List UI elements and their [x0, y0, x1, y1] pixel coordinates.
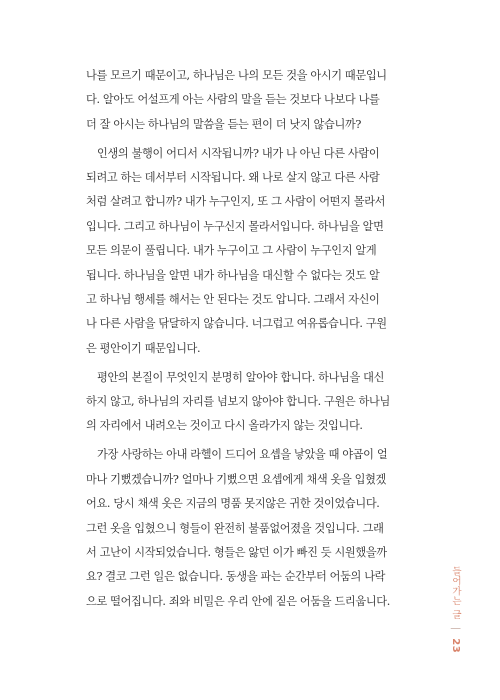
text-line: 그런 옷을 입혔으니 형들이 완전히 불품없어졌을 것입니다. 그래 — [86, 521, 384, 535]
text-line: 모든 의문이 풀립니다. 내가 누구이고 그 사람이 누구인지 알게 — [86, 244, 377, 258]
text-line: 입니다. 그리고 하나님이 누구신지 몰라서입니다. 하나님을 알면 — [86, 219, 384, 233]
text-line: 은 평안이기 때문입니다. — [86, 341, 201, 355]
text-line: 고 하나님 행세를 해서는 안 된다는 것도 압니다. 그래서 자신이 — [86, 293, 380, 307]
running-head-separator: | — [450, 627, 461, 631]
text-line: 의 자리에서 내려오는 것이고 다시 올라가지 않는 것입니다. — [86, 419, 363, 433]
text-line: 인생의 불행이 어디서 시작됩니까? 내가 나 아닌 다른 사람이 — [97, 146, 380, 160]
text-line: 하지 않고, 하나님의 자리를 넘보지 않아야 합니다. 구원은 하나님 — [86, 395, 390, 409]
text-line: 마나 기뻤겠습니까? 얼마나 기뻤으면 요셉에게 채색 옷을 입혔겠 — [86, 472, 386, 486]
text-line: 되려고 하는 데서부터 시작됩니다. 왜 나로 살지 않고 다른 사람 — [86, 171, 380, 185]
text-line: 처럼 살려고 합니까? 내가 누구인지, 또 그 사람이 어떤지 몰라서 — [86, 195, 386, 209]
text-line: 어요. 당시 채색 옷은 지금의 명품 못지않은 귀한 것이었습니다. — [86, 497, 380, 511]
text-line: 서 고난이 시작되었습니다. 형들은 앓던 이가 빠진 듯 시원했을까 — [86, 545, 387, 559]
text-line: 더 잘 아시는 하나님의 말씀을 듣는 편이 더 낫지 않습니까? — [86, 117, 362, 131]
text-line: 됩니다. 하나님을 알면 내가 하나님을 대신할 수 없다는 것도 알 — [86, 268, 380, 282]
body-text — [86, 64, 426, 614]
text-line: 가장 사랑하는 아내 라헬이 드디어 요셉을 낳았을 때 야곱이 얼 — [97, 448, 388, 462]
text-line: 으로 떨어집니다. 죄와 비밀은 우리 안에 짙은 어둠을 드리웁니다. — [86, 594, 390, 608]
text-line: 평안의 본질이 무엇인지 분명히 알아야 합니다. 하나님을 대신 — [97, 370, 385, 384]
text-line: 요? 결코 그런 일은 없습니다. 동생을 파는 순간부터 어둠의 나락 — [86, 570, 386, 584]
running-head-section: 들어가는 글 — [450, 566, 461, 620]
text-line: 나 다른 사람을 닦달하지 않습니다. 너그럽고 여유롭습니다. 구원 — [86, 317, 387, 331]
text-line: 다. 알아도 어설프게 아는 사람의 말을 듣는 것보다 나보다 나를 — [86, 93, 380, 107]
page-number: 23 — [450, 638, 461, 654]
running-head — [446, 566, 462, 654]
text-line: 나를 모르기 때문이고, 하나님은 나의 모든 것을 아시기 때문입니 — [86, 69, 387, 82]
